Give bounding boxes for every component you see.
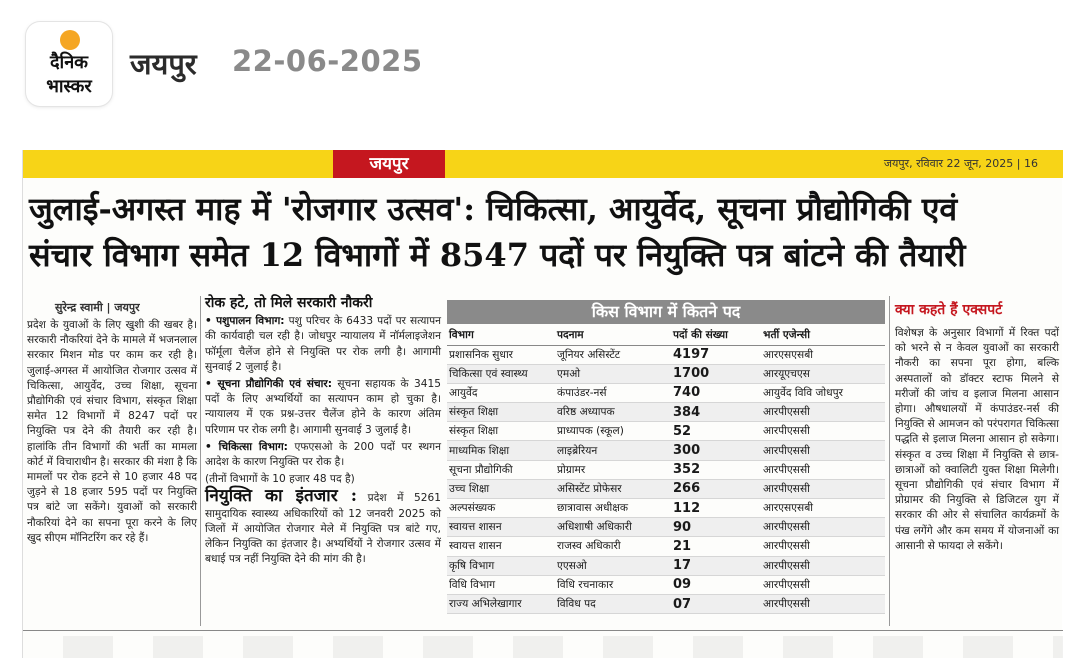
table-cell: 1700	[671, 364, 761, 383]
item-text: पशु परिचर के 6433 पदों पर सत्यापन की कार्यवाही चल रही है। जोधपुर न्यायालय में नॉर्मलाइजेशन फॉर्मूला चैलेंज होने से नियुक्ति पर रोक लगी है। आगामी सुनवाई 2 जुलाई है।	[205, 315, 441, 373]
table-cell: आरएसएसबी	[761, 499, 885, 518]
next-article-fragment	[23, 636, 1063, 658]
table-cell: स्वायत्त शासन	[447, 537, 555, 556]
item-label: • सूचना प्रौद्योगिकी एवं संचार:	[205, 378, 332, 391]
table-cell: 300	[671, 441, 761, 460]
logo-line1: दैनिक	[49, 52, 89, 73]
table-cell: आरपीएससी	[761, 479, 885, 498]
table-cell: आरएसएसबी	[761, 345, 885, 364]
bottom-rule	[23, 630, 1063, 631]
table-cell: कृषि विभाग	[447, 556, 555, 575]
table-header-row	[447, 326, 885, 345]
table-cell: आयुर्वेद	[447, 383, 555, 402]
table-cell: आरपीएससी	[761, 556, 885, 575]
table-cell: आरयूएचएस	[761, 364, 885, 383]
table-row	[447, 383, 885, 402]
table-cell: जूनियर असिस्टेंट	[555, 345, 671, 364]
table-cell: आरपीएससी	[761, 518, 885, 537]
table-cell: अल्पसंख्यक	[447, 499, 555, 518]
dainik-bhaskar-logo[interactable]	[26, 22, 112, 106]
table-cell: उच्च शिक्षा	[447, 479, 555, 498]
table-cell: आरपीएससी	[761, 403, 885, 422]
item-text: प्रदेश में 5261 सामुदायिक स्वास्थ्य अधिकारियों को 12 जनवरी 2025 को जिलों में आयोजित रोजगार मेले में नियुक्ति पत्र बांटे गए, लेकिन नियुक्ति का इंतजार है। अभ्यर्थियों ने रोजगार उत्सव में बधाई पत्र नहीं नियुक्ति देने की मांग की है।	[205, 492, 442, 566]
table-row	[447, 460, 885, 479]
table-cell: राजस्व अधिकारी	[555, 537, 671, 556]
table-cell: आरपीएससी	[761, 575, 885, 594]
table-cell: संस्कृत शिक्षा	[447, 422, 555, 441]
table-row	[447, 537, 885, 556]
table-cell: असिस्टेंट प्रोफेसर	[555, 479, 671, 498]
table-row	[447, 518, 885, 537]
table-cell: विधि विभाग	[447, 575, 555, 594]
table-cell: विधि रचनाकार	[555, 575, 671, 594]
edition-city: जयपुर	[130, 47, 197, 81]
table-cell: चिकित्सा एवं स्वास्थ्य	[447, 364, 555, 383]
item-label: • चिकित्सा विभाग:	[205, 440, 288, 453]
table-row	[447, 422, 885, 441]
table-cell: सूचना प्रौद्योगिकी	[447, 460, 555, 479]
table-cell: आरपीएससी	[761, 422, 885, 441]
table-cell: राज्य अभिलेखागार	[447, 594, 555, 613]
table-cell: संस्कृत शिक्षा	[447, 403, 555, 422]
subhead: नियुक्ति का इंतजार :	[205, 486, 358, 507]
table-cell: वरिष्ठ अध्यापक	[555, 403, 671, 422]
table-row	[447, 441, 885, 460]
column-divider	[889, 296, 890, 626]
table-cell: 266	[671, 479, 761, 498]
byline: सुरेन्द्र स्वामी | जयपुर	[55, 301, 140, 314]
table-header-cell: भर्ती एजेन्सी	[761, 326, 885, 345]
table-cell: 07	[671, 594, 761, 613]
table-cell: 17	[671, 556, 761, 575]
table-row	[447, 499, 885, 518]
court-cases-column	[205, 296, 441, 569]
logo-line2: भास्कर	[46, 76, 92, 97]
table-cell: आरपीएससी	[761, 594, 885, 613]
expert-title: क्या कहते हैं एक्सपर्ट	[895, 302, 1003, 318]
table-cell: 21	[671, 537, 761, 556]
table-row	[447, 403, 885, 422]
section-tag: जयपुर	[333, 150, 445, 178]
posts-table	[447, 326, 885, 614]
item-label: • पशुपालन विभाग:	[205, 315, 285, 328]
headline-line2: संचार विभाग समेत 12 विभागों में 8547 पदों पर नियुक्ति पत्र बांटने की तैयारी	[29, 236, 966, 274]
table-row	[447, 364, 885, 383]
newspaper-page[interactable]	[22, 150, 1062, 658]
table-cell: 352	[671, 460, 761, 479]
edition-date: 22-06-2025	[232, 44, 423, 78]
headline-line1: जुलाई-अगस्त माह में 'रोजगार उत्सव': चिकित्सा, आयुर्वेद, सूचना प्रौद्योगिकी एवं	[29, 190, 958, 228]
table-cell: 52	[671, 422, 761, 441]
column-title: रोक हटे, तो मिले सरकारी नौकरी	[205, 295, 373, 311]
table-row	[447, 575, 885, 594]
table-row	[447, 556, 885, 575]
item-text: सूचना सहायक के 3415 पदों के लिए अभ्यर्थियों का सत्यापन काम हो चुका है। न्यायालय में एक प्रश्न-उत्तर चैलेंज होने के कारण अंतिम परिणाम पर रोक लगी है। आगामी सुनवाई 3 जुलाई है।	[205, 378, 442, 436]
table-cell: छात्रावास अधीक्षक	[555, 499, 671, 518]
table-cell: माध्यमिक शिक्षा	[447, 441, 555, 460]
table-header-cell: पदों की संख्या	[671, 326, 761, 345]
table-cell: प्राध्यापक (स्कूल)	[555, 422, 671, 441]
table-row	[447, 345, 885, 364]
table-cell: 90	[671, 518, 761, 537]
item-note: (तीनों विभागों के 10 हजार 48 पद है)	[205, 473, 355, 486]
table-cell: आरपीएससी	[761, 537, 885, 556]
table-cell: आरपीएससी	[761, 441, 885, 460]
column-divider	[200, 296, 201, 626]
sun-icon	[60, 30, 80, 50]
table-cell: 384	[671, 403, 761, 422]
table-cell: एमओ	[555, 364, 671, 383]
table-cell: कंपाउंडर-नर्स	[555, 383, 671, 402]
table-cell: एएसओ	[555, 556, 671, 575]
table-header-cell: विभाग	[447, 326, 555, 345]
table-cell: स्वायत्त शासन	[447, 518, 555, 537]
table-cell: विविध पद	[555, 594, 671, 613]
table-row	[447, 479, 885, 498]
intro-column: प्रदेश के युवाओं के लिए खुशी की खबर है। सरकारी नौकरियां देने के मामले में भजनलाल सरकार मिशन मोड पर काम कर रही है। जुलाई-अगस्त में आयोजित रोजगार उत्सव में चिकित्सा, आयुर्वेद, उच्च शिक्षा, सूचना प्रौद्योगिकी एवं संचार विभाग, संस्कृत शिक्षा समेत 12 विभागों में 8247 पदों पर नियुक्ति पत्र देने की तैयारी कर रही है। हालांकि तीन विभागों की भर्ती का मामला कोर्ट में विचाराधीन है। सरकार की मंशा है कि मामलों पर रोक हटने से 10 हजार 48 पद जुड़ने से 18 हजार 595 पदों पर नियुक्ति पत्र बांटे जा सकेंगे। युवाओं को सरकारी नौकरियां देने का सपना पूरा करने के लिए खुद सीएम मॉनिटरिंग कर रहे हैं।	[27, 319, 197, 544]
app-header	[0, 0, 1080, 118]
table-cell: लाइब्रेरियन	[555, 441, 671, 460]
page-folio: जयपुर, रविवार 22 जून, 2025 | 16	[883, 157, 1038, 170]
table-cell: 09	[671, 575, 761, 594]
table-cell: 4197	[671, 345, 761, 364]
table-cell: अधिशाषी अधिकारी	[555, 518, 671, 537]
table-cell: आयुर्वेद विवि जोधपुर	[761, 383, 885, 402]
table-cell: प्रशासनिक सुधार	[447, 345, 555, 364]
table-cell: 112	[671, 499, 761, 518]
table-header-cell: पदनाम	[555, 326, 671, 345]
table-cell: 740	[671, 383, 761, 402]
headline	[29, 186, 1059, 278]
table-row	[447, 594, 885, 613]
item-text: एफएसओ के 200 पदों पर स्थगन आदेश के कारण नियुक्ति पर रोक है।	[205, 440, 441, 469]
table-title: किस विभाग में कितने पद	[447, 300, 885, 324]
table-cell: आरपीएससी	[761, 460, 885, 479]
expert-column: विशेषज्ञ के अनुसार विभागों में रिक्त पदों को भरने से न केवल युवाओं का सरकारी नौकरी का सपना पूरा होगा, बल्कि अस्पतालों को डॉक्टर स्टाफ मिलने से मरीजों की जांच व इलाज मिलना आसान होगा। औषधालयों में कंपाउंडर-नर्स की नियुक्ति से आमजन को परंपरागत चिकित्सा पद्धति से इलाज मिलना आसान हो सकेगा। संस्कृत व उच्च शिक्षा में नियुक्ति से छात्र-छात्राओं को क्वालिटी युक्त शिक्षा मिलेगी। सूचना प्रौद्योगिकी एवं संचार विभाग में प्रोग्रामर की नियुक्ति से डिजिटल युग में सरकार की ओर से संचालित कार्यक्रमों के पंख लगेंगे और कम समय में योजनाओं का आसानी से फायदा ले सकेंगे।	[895, 327, 1059, 552]
table-cell: प्रोग्रामर	[555, 460, 671, 479]
